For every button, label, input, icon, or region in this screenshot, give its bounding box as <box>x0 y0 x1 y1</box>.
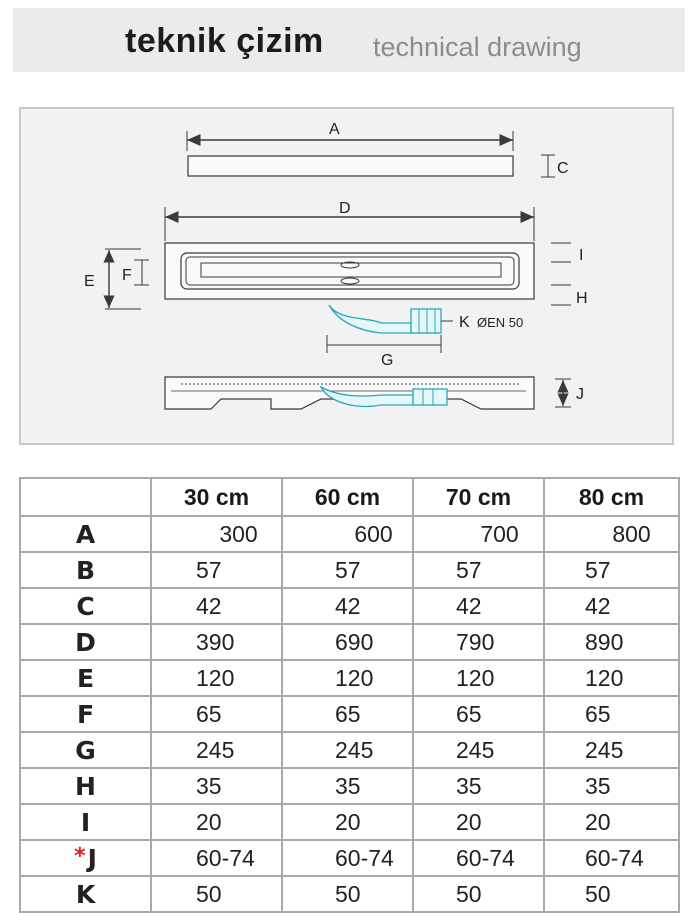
cell-value: 120 <box>196 664 235 691</box>
row-label-cell <box>20 624 151 660</box>
cell-value: 35 <box>335 772 361 799</box>
dimension-e <box>84 249 141 309</box>
cell-value: 57 <box>196 556 222 583</box>
cell-value: 65 <box>456 700 482 727</box>
table-row <box>20 732 679 768</box>
value-cell <box>151 732 282 768</box>
row-label-cell <box>20 588 151 624</box>
cell-value: 245 <box>456 736 495 763</box>
grate-top-view <box>188 156 513 176</box>
cell-value: 20 <box>196 808 222 835</box>
value-cell <box>282 552 413 588</box>
cell-value: 690 <box>335 628 374 655</box>
table-row <box>20 876 679 912</box>
cell-value: 57 <box>585 556 611 583</box>
cell-value: 245 <box>335 736 374 763</box>
row-label: A <box>75 519 96 549</box>
value-cell <box>413 840 544 876</box>
value-cell <box>413 876 544 912</box>
title-english: technical drawing <box>373 32 582 62</box>
label-j: J <box>576 386 584 403</box>
label-e: E <box>84 273 95 290</box>
cell-value: 35 <box>456 772 482 799</box>
label-d: D <box>339 200 351 217</box>
cell-value: 42 <box>585 592 611 619</box>
value-cell <box>544 696 679 732</box>
value-cell <box>544 624 679 660</box>
value-cell <box>413 732 544 768</box>
label-k-spec: ØEN 50 <box>477 315 524 330</box>
label-h: H <box>576 290 588 307</box>
asterisk-mark: * <box>74 843 86 869</box>
value-cell <box>282 804 413 840</box>
value-cell <box>544 804 679 840</box>
cell-value: 65 <box>335 700 361 727</box>
cell-value: 50 <box>335 880 361 907</box>
cell-value: 60-74 <box>585 844 644 871</box>
value-cell <box>413 552 544 588</box>
cell-value: 35 <box>196 772 222 799</box>
column-header: 70 cm <box>413 478 544 516</box>
row-label-cell <box>20 732 151 768</box>
dimension-c <box>541 155 569 177</box>
value-cell <box>282 588 413 624</box>
row-label-cell <box>20 660 151 696</box>
row-label: B <box>75 555 96 585</box>
value-cell <box>544 768 679 804</box>
column-header: 60 cm <box>282 478 413 516</box>
cell-value: 300 <box>219 520 258 547</box>
table-row <box>20 804 679 840</box>
cell-value: 120 <box>335 664 374 691</box>
value-cell <box>282 768 413 804</box>
value-cell <box>413 516 544 552</box>
technical-drawing-panel <box>19 107 674 445</box>
cell-value: 50 <box>456 880 482 907</box>
value-cell <box>544 660 679 696</box>
cell-value: 57 <box>456 556 482 583</box>
value-cell <box>151 876 282 912</box>
value-cell <box>151 588 282 624</box>
cell-value: 20 <box>335 808 361 835</box>
value-cell <box>282 732 413 768</box>
row-label-cell <box>20 696 151 732</box>
table-row <box>20 588 679 624</box>
value-cell <box>544 732 679 768</box>
title-turkish: teknik çizim <box>125 22 324 60</box>
cell-value: 700 <box>480 520 519 547</box>
value-cell <box>282 840 413 876</box>
header-corner-cell <box>20 478 151 516</box>
value-cell <box>413 768 544 804</box>
cell-value: 245 <box>196 736 235 763</box>
value-cell <box>151 552 282 588</box>
cell-value: 42 <box>335 592 361 619</box>
row-label: F <box>76 699 95 729</box>
row-label-cell <box>20 840 151 876</box>
value-cell <box>413 696 544 732</box>
label-g: G <box>381 352 394 369</box>
value-cell <box>151 624 282 660</box>
value-cell <box>544 516 679 552</box>
table-header-row <box>20 478 679 516</box>
cell-value: 245 <box>585 736 624 763</box>
row-label: I <box>80 807 91 837</box>
cell-value: 60-74 <box>196 844 255 871</box>
label-f: F <box>122 267 132 284</box>
value-cell <box>151 516 282 552</box>
cell-value: 790 <box>456 628 495 655</box>
cell-value: 50 <box>196 880 222 907</box>
table-row <box>20 624 679 660</box>
title-bar <box>13 8 685 72</box>
value-cell <box>282 876 413 912</box>
cell-value: 120 <box>585 664 624 691</box>
row-label: D <box>75 627 96 657</box>
column-header: 30 cm <box>151 478 282 516</box>
table-row <box>20 516 679 552</box>
row-label: G <box>75 735 96 765</box>
value-cell <box>282 516 413 552</box>
column-header: 80 cm <box>544 478 679 516</box>
dimensions-table <box>19 477 680 913</box>
cell-value: 50 <box>585 880 611 907</box>
row-label-cell <box>20 552 151 588</box>
dimension-k <box>459 314 523 331</box>
dimension-g <box>327 335 441 369</box>
value-cell <box>544 876 679 912</box>
dimension-d <box>165 200 534 241</box>
value-cell <box>544 840 679 876</box>
cell-value: 65 <box>196 700 222 727</box>
dimension-i <box>551 243 583 264</box>
row-label-cell <box>20 804 151 840</box>
cell-value: 120 <box>456 664 495 691</box>
row-label: C <box>76 591 95 621</box>
row-label: K <box>75 879 96 909</box>
table-row <box>20 660 679 696</box>
row-label: J <box>87 843 97 873</box>
table-row <box>20 768 679 804</box>
label-k: K <box>459 314 470 331</box>
cell-value: 42 <box>456 592 482 619</box>
value-cell <box>544 552 679 588</box>
label-a: A <box>329 121 340 138</box>
table-row <box>20 552 679 588</box>
cell-value: 800 <box>612 520 651 547</box>
cell-value: 20 <box>585 808 611 835</box>
value-cell <box>282 660 413 696</box>
row-label: H <box>75 771 96 801</box>
table-row <box>20 840 679 876</box>
cell-value: 57 <box>335 556 361 583</box>
value-cell <box>151 804 282 840</box>
dimension-h <box>551 285 588 307</box>
value-cell <box>413 588 544 624</box>
label-i: I <box>579 247 584 264</box>
cell-value: 65 <box>585 700 611 727</box>
value-cell <box>282 696 413 732</box>
cell-value: 42 <box>196 592 222 619</box>
label-c: C <box>557 160 569 177</box>
value-cell <box>151 840 282 876</box>
cell-value: 35 <box>585 772 611 799</box>
cell-value: 60-74 <box>335 844 394 871</box>
row-label-cell <box>20 876 151 912</box>
cell-value: 600 <box>354 520 393 547</box>
channel-plan-view <box>165 243 534 299</box>
dimension-a <box>187 121 513 151</box>
row-label: E <box>76 663 95 693</box>
cell-value: 60-74 <box>456 844 515 871</box>
value-cell <box>282 624 413 660</box>
value-cell <box>544 588 679 624</box>
value-cell <box>413 804 544 840</box>
value-cell <box>413 624 544 660</box>
cell-value: 890 <box>585 628 624 655</box>
table-row <box>20 696 679 732</box>
cell-value: 20 <box>456 808 482 835</box>
dimension-f <box>122 260 149 285</box>
value-cell <box>151 660 282 696</box>
outlet-pipe-plan <box>329 305 453 333</box>
value-cell <box>413 660 544 696</box>
cell-value: 390 <box>196 628 235 655</box>
technical-drawing <box>21 109 676 447</box>
value-cell <box>151 696 282 732</box>
value-cell <box>151 768 282 804</box>
dimension-j <box>555 379 584 407</box>
row-label-cell <box>20 768 151 804</box>
row-label-cell <box>20 516 151 552</box>
